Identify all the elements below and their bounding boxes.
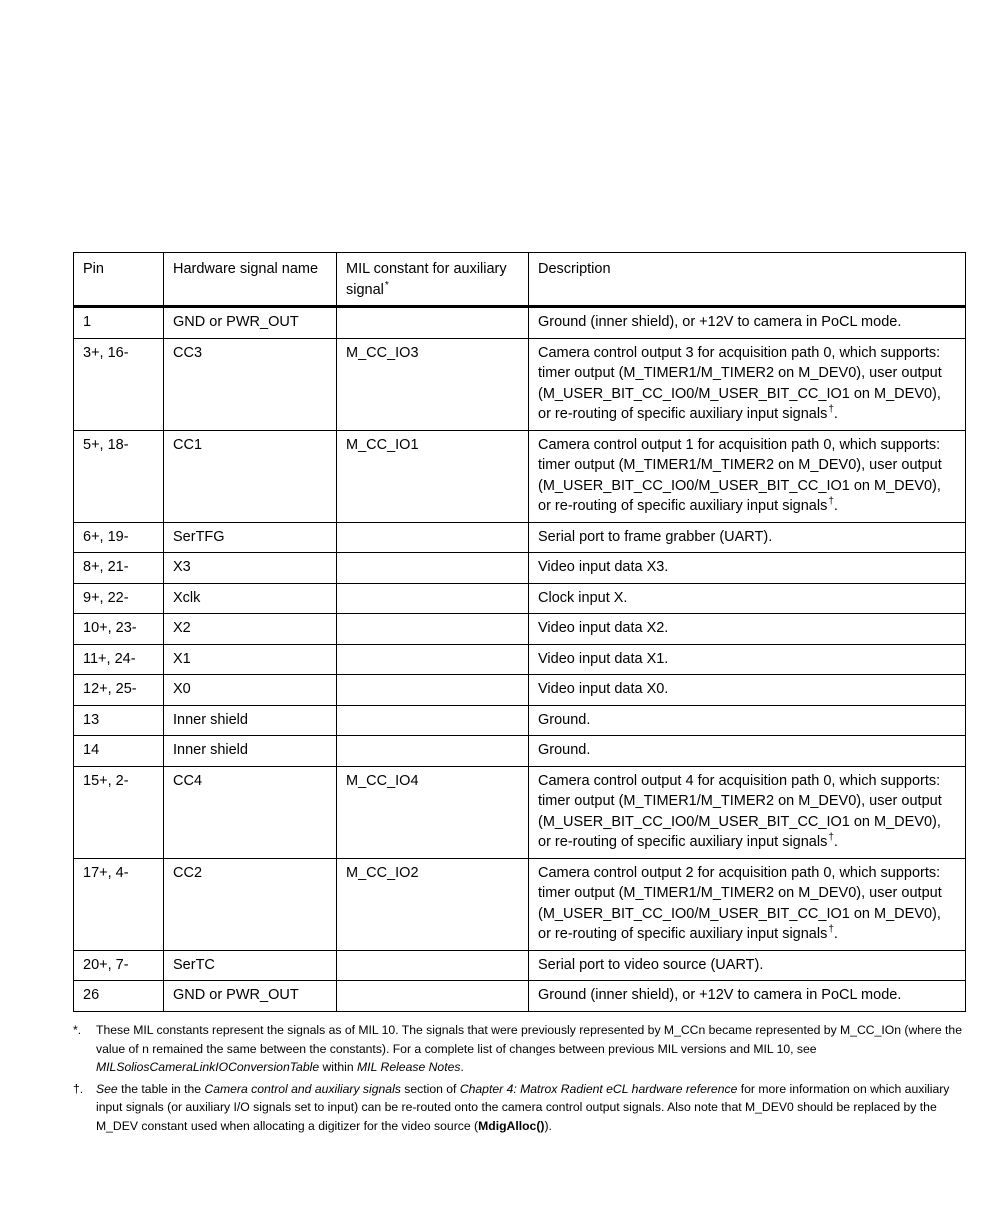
description-cell (529, 766, 966, 858)
table-row (74, 553, 966, 584)
mil-constant-cell (337, 614, 529, 645)
description-text: Camera control output 1 for acquisition path 0, which supports: timer output (M_TIMER1/M_TIMER2 on M_DEV0), user output (M_USER_BIT_CC_IO0/M_USER_BIT_CC_IO1 on M_DEV0), or re-routing of specific auxiliary input signals (538, 436, 942, 514)
footnote-star-text1: These MIL constants represent the signals as of MIL 10. The signals that were previously represented by M_CCn became represented by M_CC_IOn (where the value of n remained the same between the constants). For a complete list of changes between previous MIL versions and MIL 10, see (96, 1023, 962, 1056)
table-row (74, 766, 966, 858)
description-text: Video input data X3. (538, 559, 669, 575)
description-cell (529, 858, 966, 950)
description-cell (529, 614, 966, 645)
table-row (74, 644, 966, 675)
description-text: Clock input X. (538, 589, 628, 606)
table-row (74, 583, 966, 614)
footnote-dagger-text4: ). (544, 1118, 552, 1133)
description-end-period: . (833, 926, 838, 942)
description-cell (529, 981, 966, 1012)
hardware-signal-cell: X2 (164, 614, 337, 645)
pin-cell: 15+, 2- (74, 766, 164, 858)
description-text: Video input data X0. (538, 681, 669, 697)
table-row (74, 430, 966, 522)
table-row (74, 981, 966, 1012)
mil-constant-cell (337, 522, 529, 553)
description-text: Camera control output 2 for acquisition path 0, which supports: timer output (M_TIMER1/M_TIMER2 on M_DEV0), user output (M_USER_BIT_CC_IO0/M_USER_BIT_CC_IO1 on M_DEV0), or re-routing of specific auxiliary input signals (538, 864, 942, 942)
table-row (74, 858, 966, 950)
description-cell (529, 644, 966, 675)
header-mil-constant-label: MIL constant for auxiliary signal (346, 261, 507, 298)
pin-cell: 6+, 19- (74, 522, 164, 553)
header-footnote-marker: * (384, 279, 389, 291)
footnote-dagger-mark: †. (73, 1081, 84, 1096)
pin-cell: 11+, 24- (74, 644, 164, 675)
table-row (74, 675, 966, 706)
table-row (74, 950, 966, 981)
hardware-signal-cell: X3 (164, 553, 337, 584)
pin-cell: 26 (74, 981, 164, 1012)
header-mil-constant (337, 253, 529, 307)
description-cell (529, 736, 966, 767)
header-hardware-signal-name: Hardware signal name (164, 253, 337, 307)
pin-cell: 1 (74, 307, 164, 339)
description-text: Serial port to frame grabber (UART). (538, 528, 773, 545)
mil-constant-cell: M_CC_IO2 (337, 858, 529, 950)
table-row (74, 705, 966, 736)
footnotes (73, 1021, 965, 1135)
pin-cell: 9+, 22- (74, 583, 164, 614)
description-cell (529, 675, 966, 706)
pin-cell: 12+, 25- (74, 675, 164, 706)
footnote-star-italic1: MILSoliosCameraLinkIOConversionTable (96, 1060, 320, 1074)
footnote-dagger-italic3: Chapter 4: Matrox Radient eCL hardware reference (459, 1081, 738, 1096)
description-text: Ground (inner shield), or +12V to camera in PoCL mode. (538, 987, 902, 1003)
hardware-signal-cell: CC3 (164, 338, 337, 430)
hardware-signal-cell: X1 (164, 644, 337, 675)
pin-cell: 20+, 7- (74, 950, 164, 981)
table-row (74, 338, 966, 430)
footnote-star (73, 1021, 965, 1077)
hardware-signal-cell: SerTC (164, 950, 337, 981)
mil-constant-cell (337, 307, 529, 339)
dagger-footnote-marker: † (828, 832, 834, 843)
mil-constant-cell (337, 675, 529, 706)
dagger-footnote-marker: † (828, 924, 834, 935)
hardware-signal-cell: Xclk (164, 583, 337, 614)
description-text: Camera control output 3 for acquisition path 0, which supports: timer output (M_TIMER1/M_TIMER2 on M_DEV0), user output (M_USER_BIT_CC_IO0/M_USER_BIT_CC_IO1 on M_DEV0), or re-routing of specific auxiliary input signals (538, 344, 942, 422)
description-text: Video input data X2. (538, 620, 669, 636)
pin-cell: 17+, 4- (74, 858, 164, 950)
footnote-dagger-italic1: See (96, 1081, 118, 1096)
description-cell (529, 950, 966, 981)
description-text: Serial port to video source (UART). (538, 956, 764, 973)
description-text: Ground. (538, 742, 591, 758)
description-text: Ground (inner shield), or +12V to camera in PoCL mode. (538, 314, 902, 330)
footnote-dagger-bold1: MdigAlloc() (478, 1118, 545, 1133)
mil-constant-cell (337, 553, 529, 584)
footnote-dagger (73, 1080, 965, 1136)
footnote-star-text2: within (319, 1060, 358, 1074)
description-cell (529, 338, 966, 430)
dagger-footnote-marker: † (828, 404, 834, 415)
pin-cell: 10+, 23- (74, 614, 164, 645)
table-header-row (74, 253, 966, 307)
description-cell (529, 307, 966, 339)
hardware-signal-cell: Inner shield (164, 736, 337, 767)
description-end-period: . (833, 406, 838, 422)
mil-constant-cell (337, 950, 529, 981)
table-row (74, 614, 966, 645)
mil-constant-cell: M_CC_IO3 (337, 338, 529, 430)
hardware-signal-cell: GND or PWR_OUT (164, 981, 337, 1012)
pin-cell: 3+, 16- (74, 338, 164, 430)
mil-constant-cell (337, 736, 529, 767)
hardware-signal-cell: CC2 (164, 858, 337, 950)
mil-constant-cell (337, 705, 529, 736)
description-text: Ground. (538, 711, 591, 728)
pin-cell: 8+, 21- (74, 553, 164, 584)
description-end-period: . (833, 834, 838, 850)
hardware-signal-cell: X0 (164, 675, 337, 706)
description-text: Camera control output 4 for acquisition path 0, which supports: timer output (M_TIMER1/M_TIMER2 on M_DEV0), user output (M_USER_BIT_CC_IO0/M_USER_BIT_CC_IO1 on M_DEV0), or re-routing of specific auxiliary input signals (538, 772, 942, 850)
footnote-star-mark: *. (73, 1023, 82, 1037)
hardware-signal-cell: CC1 (164, 430, 337, 522)
hardware-signal-cell: CC4 (164, 766, 337, 858)
pin-cell: 14 (74, 736, 164, 767)
footnote-star-text3: . (460, 1060, 464, 1074)
hardware-signal-cell: SerTFG (164, 522, 337, 553)
hardware-signal-cell: Inner shield (164, 705, 337, 736)
footnote-dagger-italic2: Camera control and auxiliary signals (204, 1081, 401, 1096)
footnote-dagger-text1: the table in the (117, 1081, 205, 1096)
pin-assignment-table (73, 252, 966, 1012)
description-end-period: . (833, 498, 838, 514)
pin-cell: 13 (74, 705, 164, 736)
table-row (74, 307, 966, 339)
mil-constant-cell: M_CC_IO4 (337, 766, 529, 858)
description-cell (529, 553, 966, 584)
footnote-star-italic2: MIL Release Notes (357, 1060, 461, 1074)
mil-constant-cell: M_CC_IO1 (337, 430, 529, 522)
table-row (74, 522, 966, 553)
footnote-dagger-text2: section of (400, 1081, 460, 1096)
pin-cell: 5+, 18- (74, 430, 164, 522)
mil-constant-cell (337, 981, 529, 1012)
description-cell (529, 705, 966, 736)
mil-constant-cell (337, 644, 529, 675)
table-row (74, 736, 966, 767)
dagger-footnote-marker: † (828, 496, 834, 507)
table-body (74, 307, 966, 1012)
description-cell (529, 583, 966, 614)
header-description: Description (529, 253, 966, 307)
description-cell (529, 430, 966, 522)
hardware-signal-cell: GND or PWR_OUT (164, 307, 337, 339)
description-text: Video input data X1. (538, 650, 669, 667)
mil-constant-cell (337, 583, 529, 614)
header-pin: Pin (74, 253, 164, 307)
footnote-dagger-text3: for more information on which auxiliary input signals (or auxiliary I/O signals set to input) can be re-routed onto the camera control output signals. Also note that M_DEV0 should be replaced by the M_DEV constant used when allocating a digitizer for the video source ( (96, 1081, 950, 1133)
description-cell (529, 522, 966, 553)
